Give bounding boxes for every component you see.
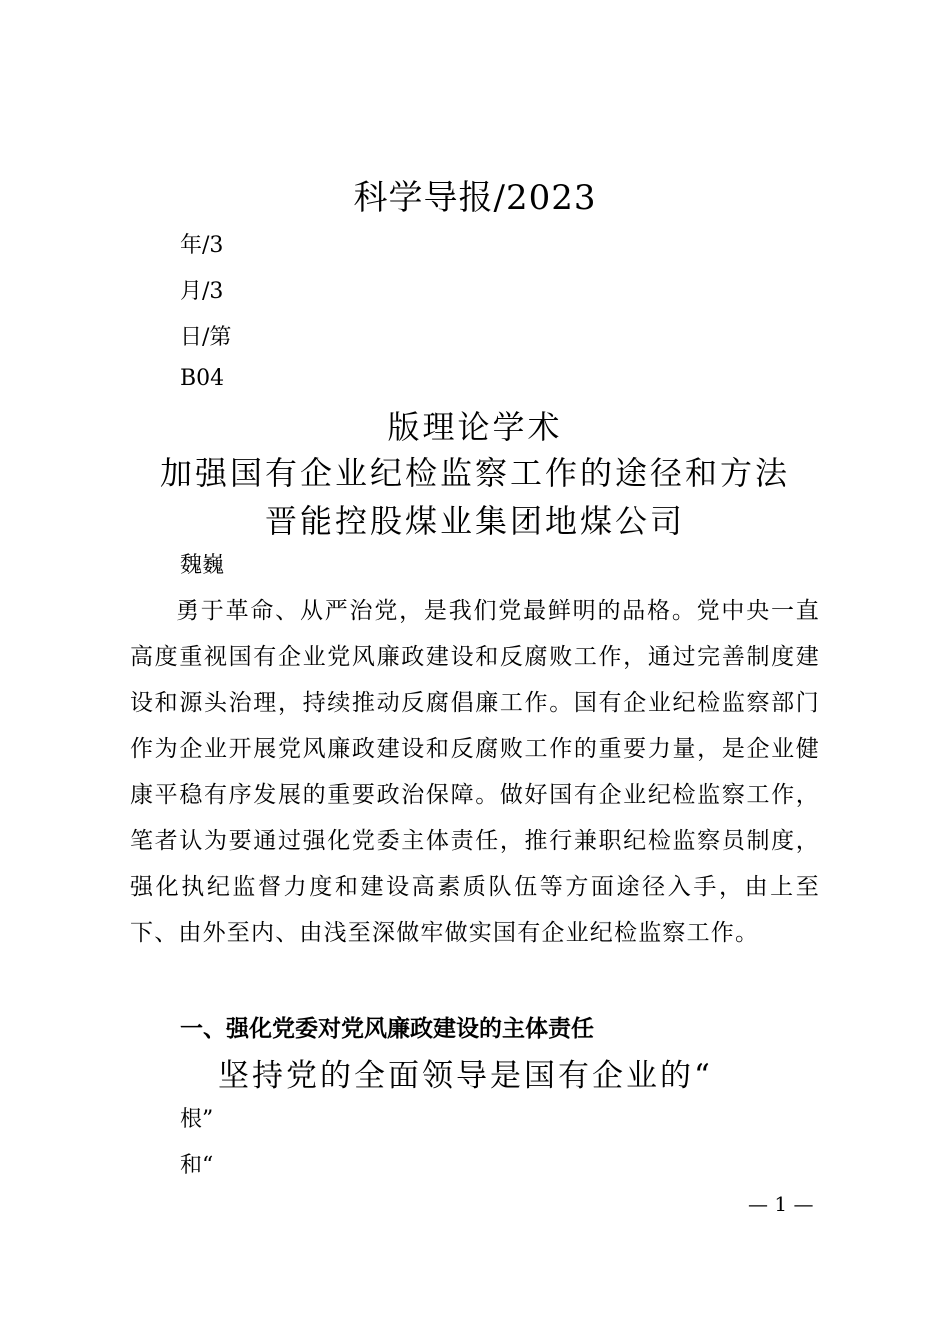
article-title: 加强国有企业纪检监察工作的途径和方法	[159, 454, 790, 492]
author-name: 魏巍	[180, 553, 225, 578]
text-fragment: 和“	[180, 1153, 214, 1178]
date-line-day: 日/第	[180, 325, 232, 350]
source-line: 科学导报/2023	[353, 178, 597, 218]
organization-name: 晋能控股煤业集团地煤公司	[264, 502, 685, 540]
lead-sentence: 坚持党的全面领导是国有企业的“	[218, 1058, 713, 1094]
section-title: 版理论学术	[387, 408, 563, 446]
body-paragraph: 勇于革命、从严治党，是我们党最鲜明的品格。党中央一直高度重视国有企业党风廉政建设和反腐败工作，通过完善制度建设和源头治理，持续推动反腐倡廉工作。国有企业纪检监察部门作为企业开展党风廉政建设和反腐败工作的重要力量，是企业健康平稳有序发展的重要政治保障。做好国有企业纪检监察工作，笔者认为要通过强化党委主体责任，推行兼职纪检监察员制度，强化执纪监督力度和建设高素质队伍等方面途径入手，由上至下、由外至内、由浅至深做牢做实国有企业纪检监察工作。	[130, 598, 820, 946]
date-line-page: B04	[180, 366, 225, 391]
date-line-month: 月/3	[180, 279, 224, 304]
text-fragment: 根”	[180, 1107, 214, 1132]
page-number: — 1 —	[748, 1192, 814, 1216]
section-heading: 一、强化党委对党风廉政建设的主体责任	[180, 1016, 594, 1042]
date-line-year: 年/3	[180, 233, 224, 258]
